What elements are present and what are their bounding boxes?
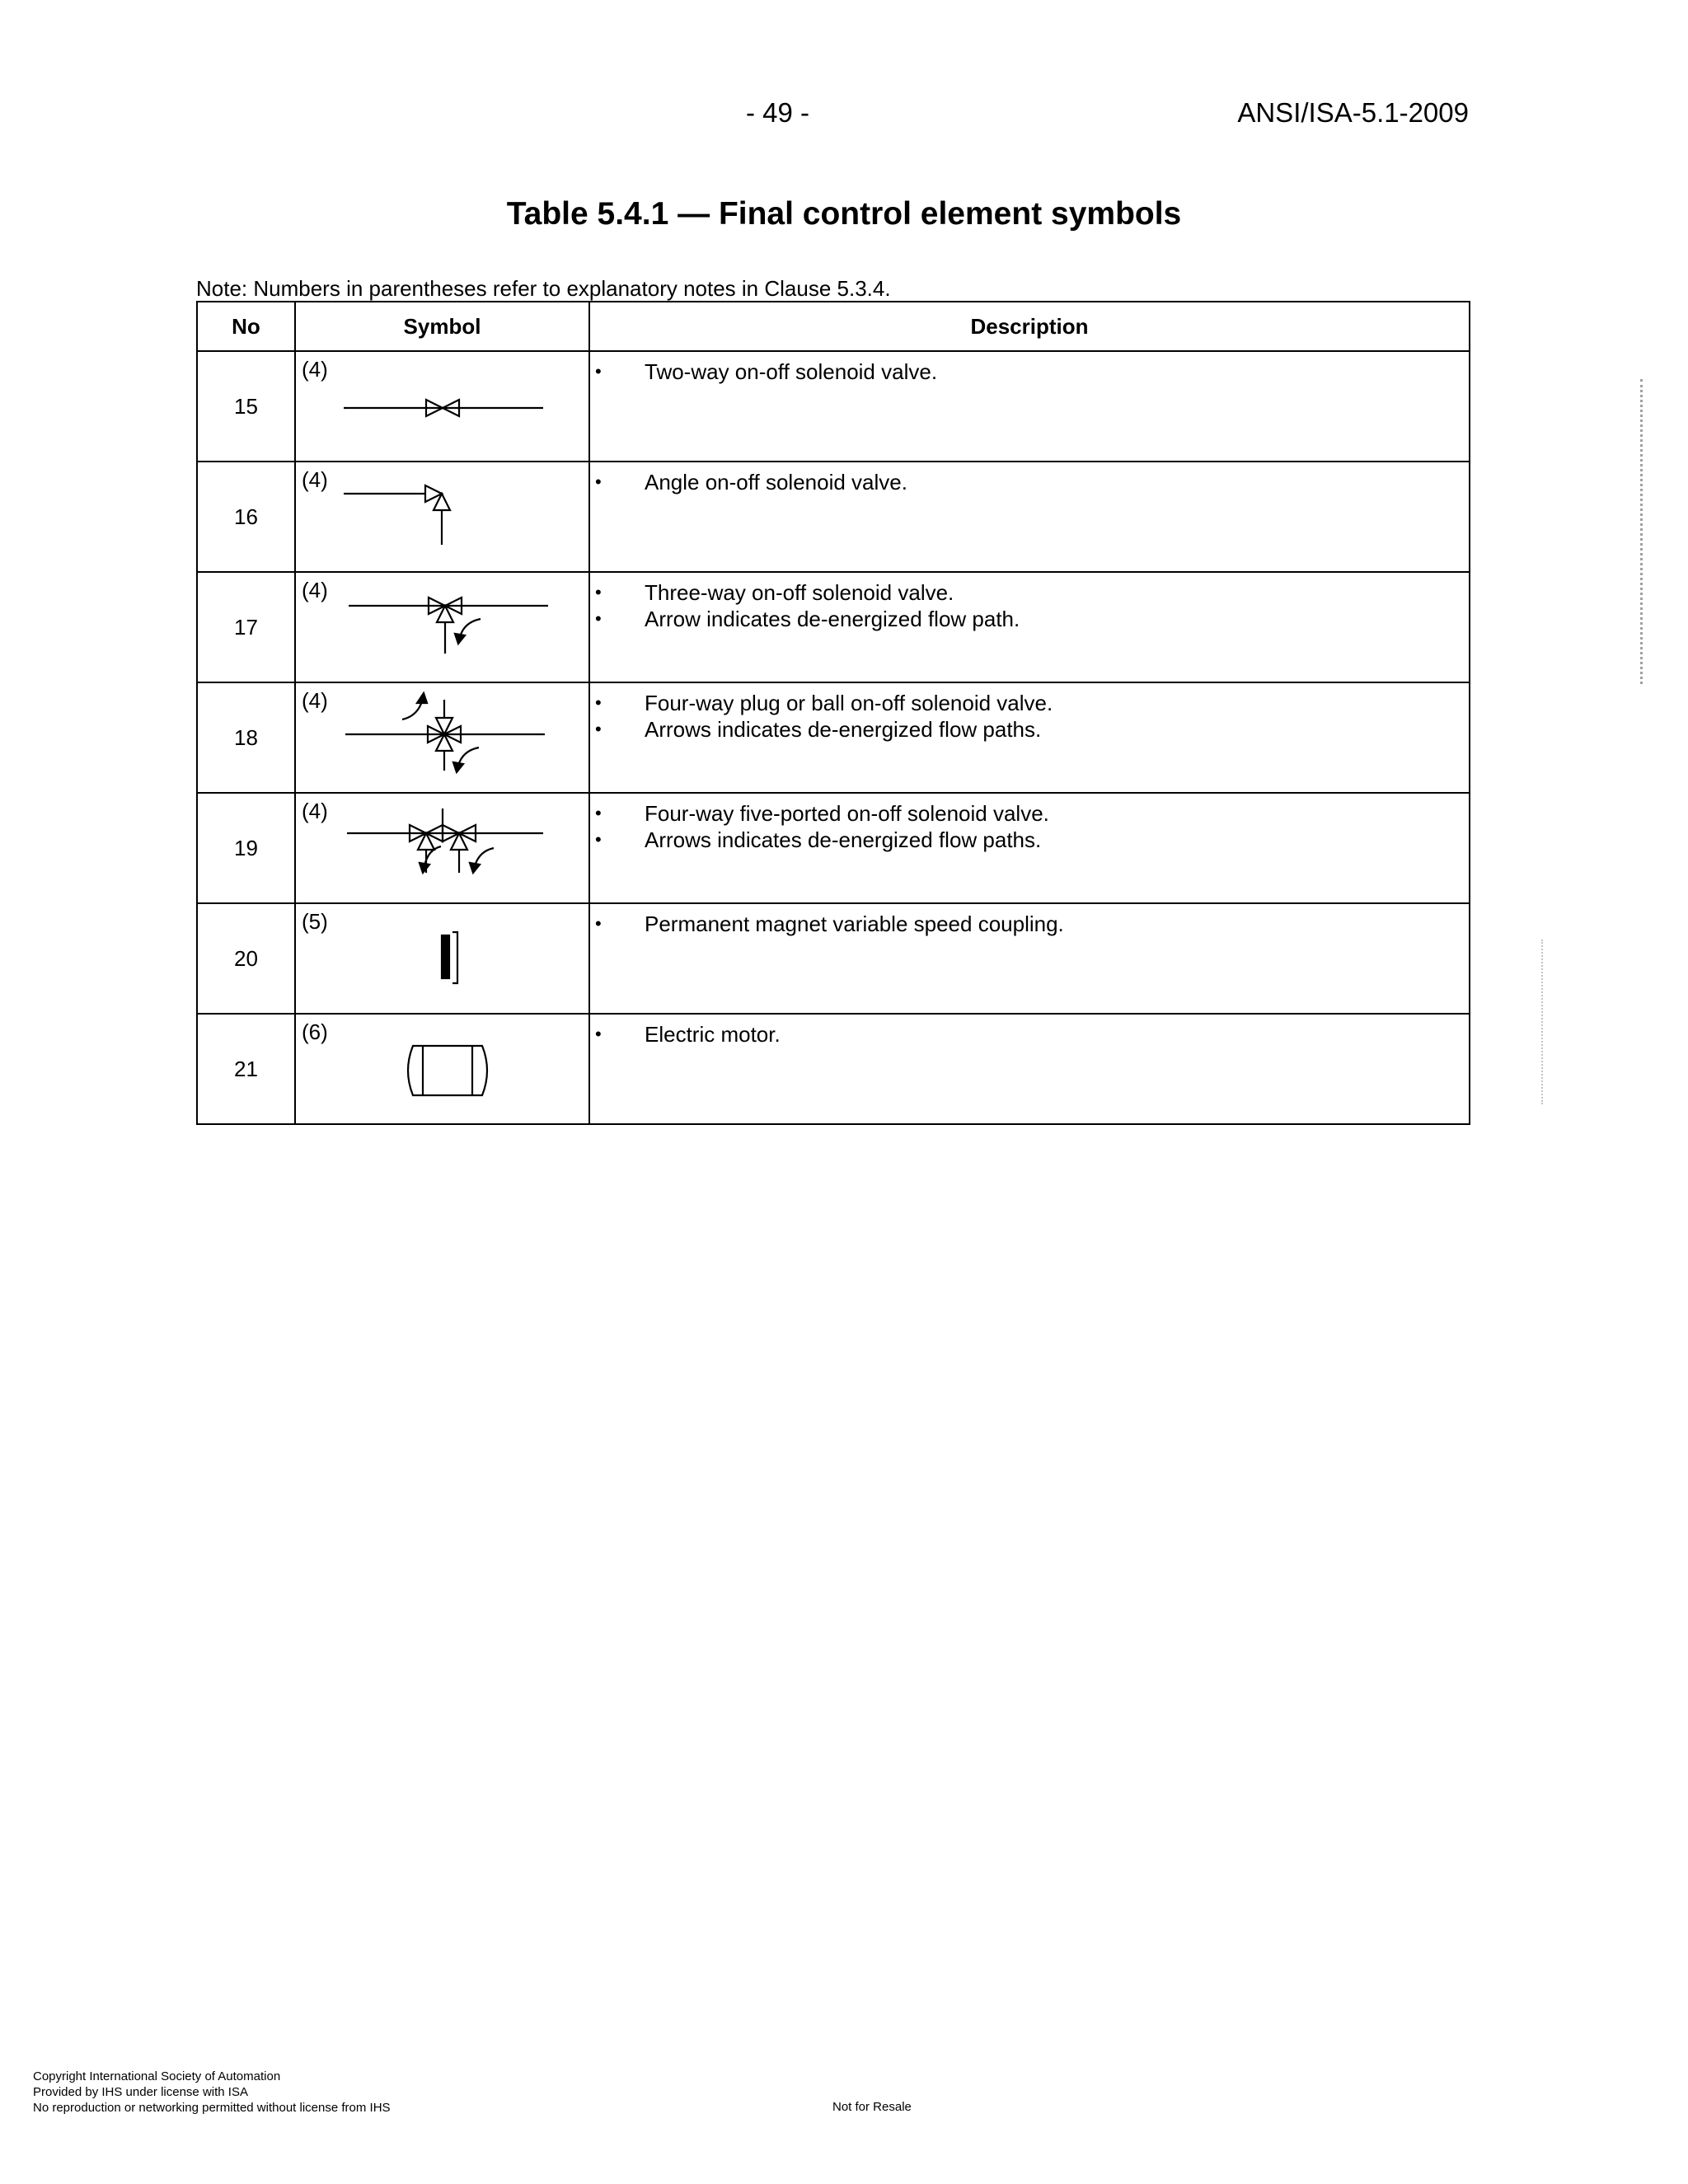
description-cell [589,462,1470,572]
electric-motor-icon [296,1015,590,1123]
footer-line: Copyright International Society of Automation [33,2069,281,2083]
side-watermark [1640,379,1654,684]
document-id: ANSI/ISA-5.1-2009 [1237,97,1469,128]
symbol-note: (4) [302,688,328,713]
symbol-cell [295,903,589,1014]
row-number: 21 [197,1014,295,1124]
description-cell [589,572,1470,682]
symbol-cell [295,793,589,903]
column-header-symbol: Symbol [295,302,589,351]
symbol-note: (4) [302,467,328,492]
table-row [197,1014,1470,1124]
row-number: 17 [197,572,295,682]
description-item: • Four-way five-ported on-off solenoid valve. [590,800,1469,827]
table-row [197,682,1470,793]
page-number: - 49 - [746,97,810,128]
table-row [197,351,1470,462]
description-item: • Permanent magnet variable speed coupling. [590,911,1469,937]
description-item: • Three-way on-off solenoid valve. [590,579,1469,606]
description-item: • Arrows indicates de-energized flow paths. [590,827,1469,853]
description-cell [589,1014,1470,1124]
symbols-table [196,301,1470,1125]
description-cell [589,793,1470,903]
row-number: 15 [197,351,295,462]
footer-line: No reproduction or networking permitted without license from IHS [33,2101,391,2115]
description-cell [589,682,1470,793]
not-for-resale-footer: Not for Resale [832,2100,912,2114]
row-number: 20 [197,903,295,1014]
description-item: • Arrow indicates de-energized flow path. [590,606,1469,632]
row-number: 18 [197,682,295,793]
symbol-cell [295,462,589,572]
symbol-note: (4) [302,357,328,382]
table-row [197,572,1470,682]
symbol-note: (4) [302,799,328,823]
symbol-note: (4) [302,578,328,602]
symbol-cell [295,351,589,462]
three-way-solenoid-valve-icon [296,573,590,682]
column-header-description: Description [589,302,1470,351]
row-number: 16 [197,462,295,572]
table-row [197,462,1470,572]
description-item: • Electric motor. [590,1021,1469,1047]
symbol-cell [295,682,589,793]
copyright-footer [33,2069,391,2116]
table-title: Table 5.4.1 — Final control element symbols [506,196,1182,232]
column-header-no: No [197,302,295,351]
row-number: 19 [197,793,295,903]
table-row [197,903,1470,1014]
table-note: Note: Numbers in parentheses refer to explanatory notes in Clause 5.3.4. [196,276,891,301]
description-item: • Two-way on-off solenoid valve. [590,359,1469,385]
four-way-five-ported-solenoid-valve-icon [296,794,590,902]
description-item: • Angle on-off solenoid valve. [590,469,1469,495]
description-cell [589,903,1470,1014]
description-cell [589,351,1470,462]
two-way-solenoid-valve-icon [296,352,590,461]
four-way-solenoid-valve-icon [296,683,590,792]
symbol-cell [295,1014,589,1124]
symbol-cell [295,572,589,682]
description-item: • Four-way plug or ball on-off solenoid valve. [590,690,1469,716]
table-row [197,793,1470,903]
side-watermark [1541,940,1548,1104]
description-item: • Arrows indicates de-energized flow paths. [590,716,1469,743]
magnetic-coupling-icon [296,904,590,1013]
table-header-row [197,302,1470,351]
symbol-note: (5) [302,909,328,934]
footer-line: Provided by IHS under license with ISA [33,2085,248,2099]
angle-solenoid-valve-icon [296,462,590,571]
symbol-note: (6) [302,1019,328,1044]
